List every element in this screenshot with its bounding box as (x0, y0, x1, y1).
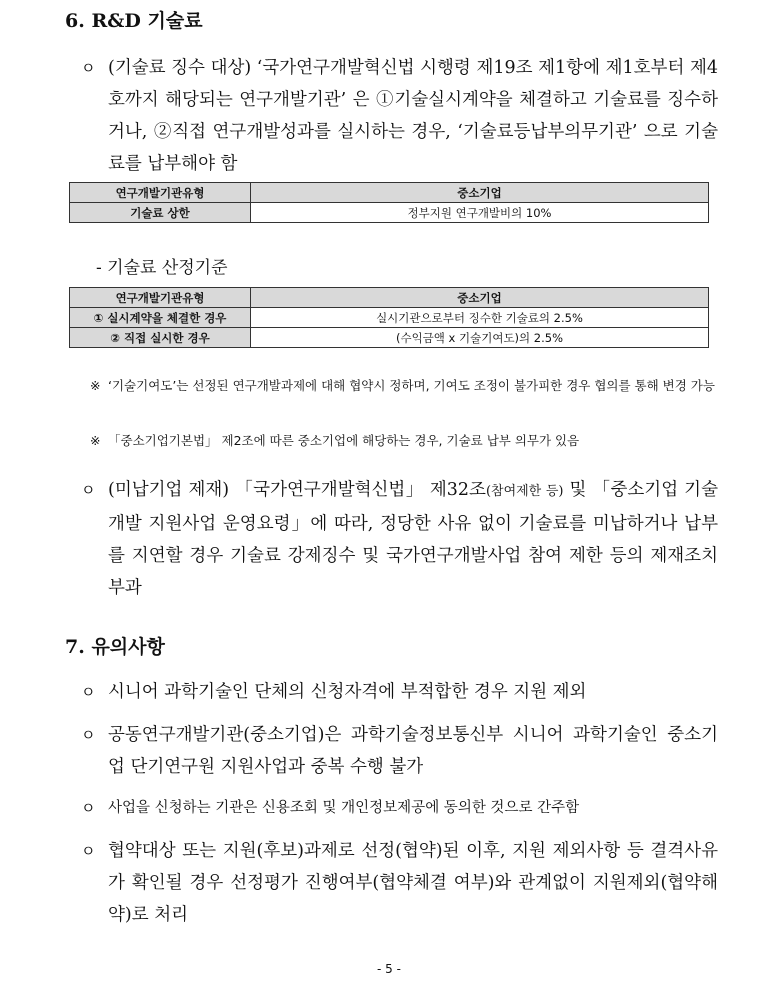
table-row (70, 328, 709, 348)
bullet-sanctions (81, 474, 718, 604)
note-sme (90, 430, 738, 452)
table-cell: 실시기관으로부터 징수한 기술료의 2.5% (251, 308, 709, 328)
table-cell: 정부지원 연구개발비의 10% (251, 203, 709, 223)
bullet-marker: ㅇ (81, 842, 96, 860)
list-item (81, 676, 718, 708)
table-header: 중소기업 (251, 288, 709, 308)
sub-heading-royalty-criteria: - 기술료 산정기준 (96, 258, 228, 278)
bullet-text: 사업을 신청하는 기관은 신용조회 및 개인정보제공에 동의한 것으로 간주함 (108, 800, 580, 816)
bullet-marker: ㅇ (81, 683, 96, 701)
list-item (81, 835, 718, 931)
bullet-marker: ㅇ (81, 59, 96, 77)
table-row (70, 203, 709, 223)
table-row (70, 308, 709, 328)
list-item (81, 719, 718, 783)
table-header: 연구개발기관유형 (70, 183, 251, 203)
bullet-marker: ㅇ (81, 481, 96, 499)
section-6-heading: 6. R&D 기술료 (65, 10, 203, 32)
bullet-royalty-target (81, 52, 718, 180)
list-item (81, 792, 718, 824)
bullet-text: 및 「중소기업 기술개발 지원사업 운영요령」에 따라, 정당한 사유 없이 기술료를 미납하거나 납부를 지연할 경우 기술료 강제징수 및 국가연구개발사업 참여 제한 등의 제재조치 부과 (108, 480, 718, 598)
bullet-text: 협약대상 또는 지원(후보)과제로 선정(협약)된 이후, 지원 제외사항 등 결격사유가 확인될 경우 선정평가 진행여부(협약체결 여부)와 관계없이 지원제외(협약해약)로 처리 (108, 841, 718, 925)
section-7-heading: 7. 유의사항 (65, 636, 165, 658)
table-cell: (수익금액 x 기술기여도)의 2.5% (251, 328, 709, 348)
bullet-text: 시니어 과학기술인 단체의 신청자격에 부적합한 경우 지원 제외 (108, 682, 587, 702)
royalty-criteria-table (69, 287, 709, 348)
note-text: ‘기술기여도’는 선정된 연구개발과제에 대해 협약시 정하며, 기여도 조정이 불가피한 경우 협의를 통해 변경 가능 (108, 378, 715, 393)
table-header: 중소기업 (251, 183, 709, 203)
note-marker: ※ (90, 378, 101, 393)
royalty-cap-table (69, 182, 709, 223)
table-header: 연구개발기관유형 (70, 288, 251, 308)
table-cell: ② 직접 실시한 경우 (70, 328, 251, 348)
note-marker: ※ (90, 433, 101, 448)
bullet-text: (미납기업 제재) 「국가연구개발혁신법」 제32조 (108, 480, 486, 500)
bullet-text-small: (참여제한 등) (485, 484, 564, 499)
bullet-text: (기술료 징수 대상) ‘국가연구개발혁신법 시행령 제19조 제1항에 제1호부터 제4호까지 해당되는 연구개발기관’ 은 ①기술실시계약을 체결하고 기술료를 징수하거나, ②직접 연구개발성과를 실시하는 경우, ‘기술료등납부의무기관’ 으로 기술료를 납부해야 함 (108, 58, 718, 174)
note-contribution (90, 375, 738, 397)
bullet-marker: ㅇ (81, 726, 96, 744)
bullet-text: 공동연구개발기관(중소기업)은 과학기술정보통신부 시니어 과학기술인 중소기업 단기연구원 지원사업과 중복 수행 불가 (108, 725, 718, 777)
bullet-marker: ㅇ (81, 799, 96, 817)
table-cell: 기술료 상한 (70, 203, 251, 223)
table-cell: ① 실시계약을 체결한 경우 (70, 308, 251, 328)
note-text: 「중소기업기본법」 제2조에 따른 중소기업에 해당하는 경우, 기술료 납부 의무가 있음 (108, 433, 580, 448)
page-number: - 5 - (377, 962, 401, 976)
